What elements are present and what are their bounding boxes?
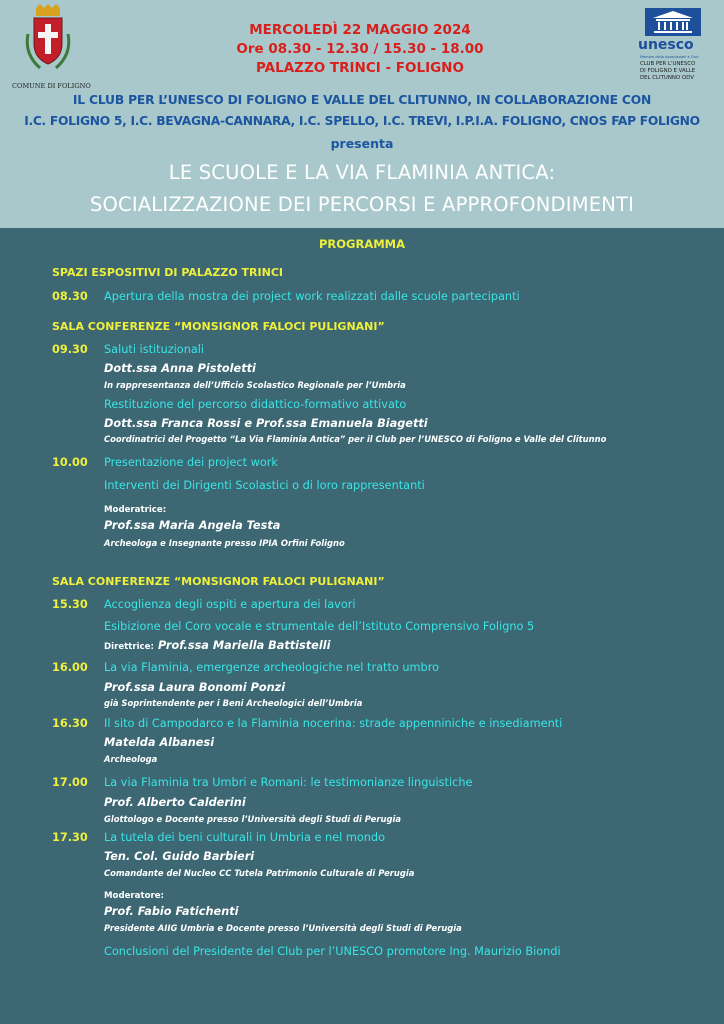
role-albanesi: Archeologa <box>104 754 158 764</box>
time-1000: 10.00 <box>52 456 88 469</box>
event-title-line2: SOCIALIZZAZIONE DEI PERCORSI E APPROFONDIMENTI <box>89 193 635 216</box>
speaker-pistoletti: Dott.ssa Anna Pistoletti <box>104 362 256 375</box>
speaker-calderini: Prof. Alberto Calderini <box>104 796 246 809</box>
speaker-battistelli: Prof.ssa Mariella Battistelli <box>158 639 331 652</box>
role-testa: Archeologa e Insegnante presso IPIA Orfini Foligno <box>104 538 345 548</box>
event-tutela: La tutela dei beni culturali in Umbria e nel mondo <box>104 831 385 844</box>
role-rossi-biagetti: Coordinatrici del Progetto “La Via Flaminia Antica” per il Club per l’UNESCO di Foligno e Valle del Clitunno <box>104 434 607 444</box>
event-coro: Esibizione del Coro vocale e strumentale dell’Istituto Comprensivo Foligno 5 <box>104 620 535 633</box>
speaker-testa: Prof.ssa Maria Angela Testa <box>104 519 281 532</box>
foligno-crest-icon <box>22 4 74 80</box>
event-hours: Ore 08.30 - 12.30 / 15.30 - 18.00 <box>236 41 484 57</box>
speaker-barbieri: Ten. Col. Guido Barbieri <box>104 850 255 863</box>
role-pistoletti: In rappresentanza dell’Ufficio Scolastico Regionale per l’Umbria <box>104 380 406 390</box>
role-calderini: Glottologo e Docente presso l’Università degli Studi di Perugia <box>104 814 401 824</box>
event-interventi: Interventi dei Dirigenti Scolastici o di loro rappresentanti <box>104 479 425 492</box>
event-conclusioni: Conclusioni del Presidente del Club per l’UNESCO promotore Ing. Maurizio Biondi <box>104 945 561 958</box>
time-0930: 09.30 <box>52 343 88 356</box>
club-line-1: IL CLUB PER L’UNESCO DI FOLIGNO E VALLE DEL CLITUNNO, IN COLLABORAZIONE CON <box>72 93 652 107</box>
event-apertura-mostra: Apertura della mostra dei project work realizzati dalle scuole partecipanti <box>104 290 520 303</box>
event-presentazione: Presentazione dei project work <box>104 456 278 469</box>
role-barbieri: Comandante del Nucleo CC Tutela Patrimonio Culturale di Perugia <box>104 868 415 878</box>
label-moderatore: Moderatore: <box>104 891 164 901</box>
unesco-club-line3: DEL CLITUNNO ODV <box>640 75 694 81</box>
presenta-label: presenta <box>330 136 394 151</box>
event-accoglienza: Accoglienza degli ospiti e apertura dei lavori <box>104 598 356 611</box>
time-1530: 15.30 <box>52 598 88 611</box>
comune-label: COMUNE DI FOLIGNO <box>12 82 91 90</box>
event-saluti: Saluti istituzionali <box>104 343 205 356</box>
club-line-2: I.C. FOLIGNO 5, I.C. BEVAGNA-CANNARA, I.C. SPELLO, I.C. TREVI, I.P.I.A. FOLIGNO, CNOS FAP FOLIGNO <box>24 114 700 128</box>
time-0830: 08.30 <box>52 290 88 303</box>
label-direttrice: Direttrice: <box>104 642 154 652</box>
section-sala-conferenze-afternoon: SALA CONFERENZE “MONSIGNOR FALOCI PULIGNANI” <box>52 575 385 588</box>
speaker-rossi-biagetti: Dott.ssa Franca Rossi e Prof.ssa Emanuela Biagetti <box>104 417 428 430</box>
section-spazi-espositivi: SPAZI ESPOSITIVI DI PALAZZO TRINCI <box>52 266 283 279</box>
event-umbri-romani: La via Flaminia tra Umbri e Romani: le testimonianze linguistiche <box>104 776 473 789</box>
event-venue: PALAZZO TRINCI - FOLIGNO <box>256 60 464 76</box>
unesco-wordmark: unesco <box>638 37 694 53</box>
event-campodarco: Il sito di Campodarco e la Flaminia nocerina: strade appenniniche e insediamenti <box>104 717 563 730</box>
unesco-club-line2: DI FOLIGNO E VALLE <box>640 68 696 74</box>
event-title-line1: LE SCUOLE E LA VIA FLAMINIA ANTICA: <box>168 161 556 184</box>
time-1700: 17.00 <box>52 776 88 789</box>
time-1600: 16.00 <box>52 661 88 674</box>
time-1630: 16.30 <box>52 717 88 730</box>
role-ponzi: già Soprintendente per i Beni Archeologici dell’Umbria <box>104 698 363 708</box>
unesco-temple-icon <box>645 8 701 36</box>
event-via-flaminia: La via Flaminia, emergenze archeologiche nel tratto umbro <box>104 661 440 674</box>
speaker-albanesi: Matelda Albanesi <box>104 736 215 749</box>
event-date: MERCOLEDÌ 22 MAGGIO 2024 <box>249 22 471 38</box>
speaker-ponzi: Prof.ssa Laura Bonomi Ponzi <box>104 681 286 694</box>
time-1730: 17.30 <box>52 831 88 844</box>
header-band <box>0 0 724 228</box>
unesco-club-line1: CLUB PER L'UNESCO <box>640 61 696 67</box>
program-heading: PROGRAMMA <box>318 237 406 251</box>
unesco-small-note: Membro della Associazioni e Club <box>640 55 699 59</box>
speaker-fatichenti: Prof. Fabio Fatichenti <box>104 905 239 918</box>
role-fatichenti: Presidente AIIG Umbria e Docente presso l’Università degli Studi di Perugia <box>104 923 462 933</box>
section-sala-conferenze-morning: SALA CONFERENZE “MONSIGNOR FALOCI PULIGNANI” <box>52 320 385 333</box>
event-restituzione: Restituzione del percorso didattico-formativo attivato <box>104 398 407 411</box>
label-moderatrice: Moderatrice: <box>104 505 167 515</box>
